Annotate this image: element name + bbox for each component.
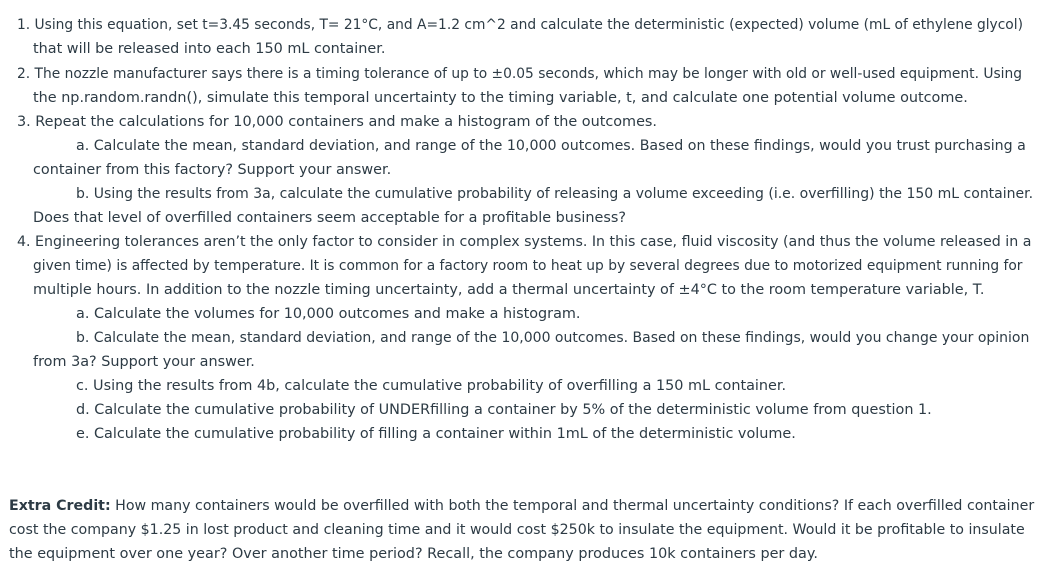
question-4d: d. Calculate the cumulative probability of UNDERfilling a container by 5% of the deterministic volume from question 1. (76, 402, 932, 418)
question-4e: e. Calculate the cumulative probability of filling a container within 1mL of the deterministic volume. (76, 426, 796, 442)
extra-credit-line-2: cost the company $1.25 in lost product and cleaning time and it would cost $250k to insulate the equipment. Would it be profitable to insulate (9, 522, 1025, 538)
extra-credit-line-1 (9, 494, 1034, 518)
question-2-line-2: the np.random.randn(), simulate this temporal uncertainty to the timing variable, t, and calculate one potential volume outcome. (33, 90, 968, 106)
question-3b-line-1: b. Using the results from 3a, calculate the cumulative probability of releasing a volume exceeding (i.e. overfilling) the 150 mL container. (76, 186, 1034, 202)
question-4b-line-1: b. Calculate the mean, standard deviation, and range of the 10,000 outcomes. Based on these findings, would you change your opinion (76, 330, 1030, 346)
question-3a-line-2: container from this factory? Support your answer. (33, 162, 392, 178)
extra-credit-label: Extra Credit: (9, 498, 111, 514)
extra-credit-line-3: the equipment over one year? Over another time period? Recall, the company produces 10k containers per day. (9, 546, 818, 562)
question-2-line-1: 2. The nozzle manufacturer says there is a timing tolerance of up to ±0.05 seconds, which may be longer with old or well-used equipment. Using (17, 66, 1022, 82)
question-4c: c. Using the results from 4b, calculate the cumulative probability of overfilling a 150 mL container. (76, 378, 787, 394)
question-4a: a. Calculate the volumes for 10,000 outcomes and make a histogram. (76, 306, 581, 322)
question-4-line-3: multiple hours. In addition to the nozzle timing uncertainty, add a thermal uncertainty of ±4°C to the room temperature variable, T. (33, 282, 985, 298)
question-1-line-2: that will be released into each 150 mL container. (33, 41, 386, 57)
question-3-line-1: 3. Repeat the calculations for 10,000 containers and make a histogram of the outcomes. (17, 114, 658, 130)
question-4-line-1: 4. Engineering tolerances aren’t the only factor to consider in complex systems. In this case, fluid viscosity (and thus the volume released in a (17, 234, 1032, 250)
question-4-line-2: given time) is affected by temperature. It is common for a factory room to heat up by several degrees due to motorized equipment running for (33, 258, 1023, 274)
question-1-line-1: 1. Using this equation, set t=3.45 seconds, T= 21°C, and A=1.2 cm^2 and calculate the deterministic (expected) volume (mL of ethylene glycol) (17, 17, 1023, 33)
question-4b-line-2: from 3a? Support your answer. (33, 354, 255, 370)
extra-credit-text-1: How many containers would be overfilled with both the temporal and thermal uncertainty conditions? If each overfilled container (110, 498, 1035, 514)
question-3b-line-2: Does that level of overfilled containers seem acceptable for a profitable business? (33, 210, 627, 226)
question-3a-line-1: a. Calculate the mean, standard deviation, and range of the 10,000 outcomes. Based on these findings, would you trust purchasing a (76, 138, 1026, 154)
